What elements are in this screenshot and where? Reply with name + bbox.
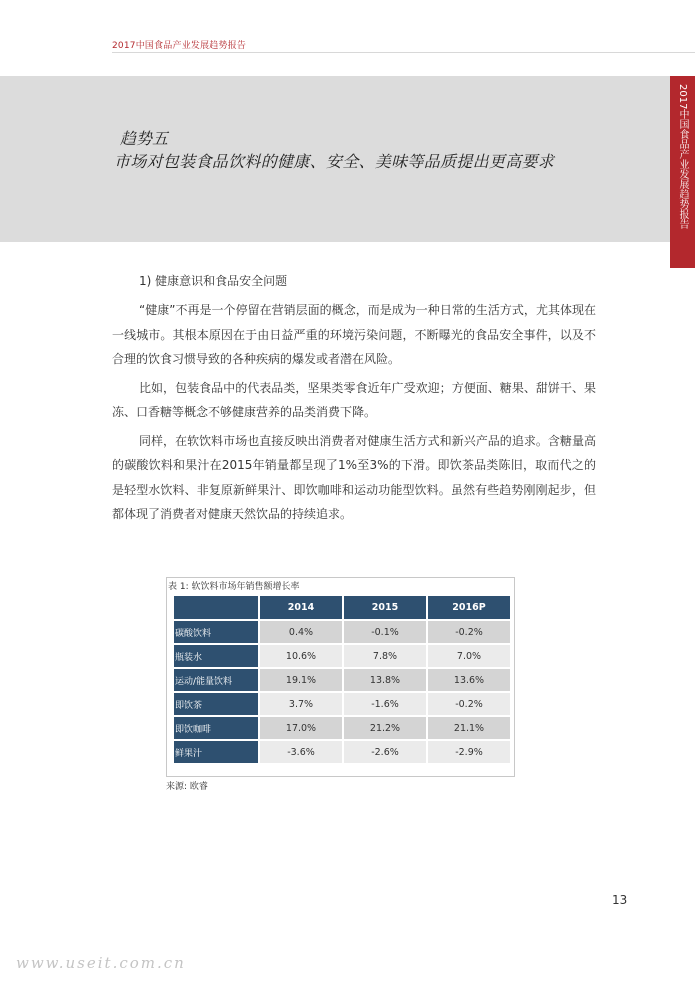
section-heading: 1) 健康意识和食品安全问题 [139, 274, 288, 288]
table-caption: 表 1: 软饮料市场年销售额增长率 [168, 582, 300, 592]
table-cell: -2.9% [428, 741, 510, 763]
table-cell: 19.1% [260, 669, 342, 691]
table-cell: 10.6% [260, 645, 342, 667]
row-label: 瓶装水 [174, 645, 258, 667]
table-cell: -0.2% [428, 693, 510, 715]
growth-table [172, 594, 512, 765]
table-row [174, 741, 510, 763]
trend-title: 市场对包装食品饮料的健康、安全、美味等品质提出更高要求 [114, 152, 555, 171]
paragraph: 同样，在软饮料市场也直接反映出消费者对健康生活方式和新兴产品的追求。含糖量高的碳酸饮料和果汁在2015年销量都呈现了1%至3%的下滑。即饮茶品类陈旧，取而代之的是轻型水饮料、非复原新鲜果汁、即饮咖啡和运动功能型饮料。虽然有些趋势刚刚起步，但都体现了消费者对健康天然饮品的持续追求。 [112, 433, 596, 521]
side-tab [670, 76, 695, 268]
table-cell: -1.6% [344, 693, 426, 715]
row-label: 即饮茶 [174, 693, 258, 715]
row-label: 即饮咖啡 [174, 717, 258, 739]
table-cell: 13.6% [428, 669, 510, 691]
column-header: 2016P [428, 596, 510, 619]
paragraph: “健康”不再是一个停留在营销层面的概念，而是成为一种日常的生活方式，尤其体现在一线城市。其根本原因在于由日益严重的环境污染问题，不断曝光的食品安全事件，以及不合理的饮食习惯导致的各种疾病的爆发或者潜在风险。 [112, 303, 596, 366]
table-cell: -0.2% [428, 621, 510, 643]
table-cell: 21.2% [344, 717, 426, 739]
table-cell: 7.8% [344, 645, 426, 667]
watermark: www.useit.com.cn [16, 954, 186, 972]
row-label: 运动/能量饮料 [174, 669, 258, 691]
column-header: 2015 [344, 596, 426, 619]
table-cell: 3.7% [260, 693, 342, 715]
side-tab-text: 2017中国食品产业发展趋势报告 [677, 84, 688, 230]
row-label: 碳酸饮料 [174, 621, 258, 643]
table-cell: 7.0% [428, 645, 510, 667]
running-header: 2017中国食品产业发展趋势报告 [112, 41, 247, 51]
table-cell: 13.8% [344, 669, 426, 691]
table-row [174, 693, 510, 715]
page-number: 13 [612, 893, 628, 907]
table-cell: 21.1% [428, 717, 510, 739]
table-row [174, 645, 510, 667]
table-corner-cell [174, 596, 258, 619]
table-cell: 0.4% [260, 621, 342, 643]
table-cell: -0.1% [344, 621, 426, 643]
column-header: 2014 [260, 596, 342, 619]
paragraph: 比如，包装食品中的代表品类，坚果类零食近年广受欢迎；方便面、糖果、甜饼干、果冻、口香糖等概念不够健康营养的品类消费下降。 [112, 380, 596, 419]
table-cell: -3.6% [260, 741, 342, 763]
table-row [174, 669, 510, 691]
row-label: 鲜果汁 [174, 741, 258, 763]
table-row [174, 621, 510, 643]
table-row [174, 717, 510, 739]
section-banner [0, 76, 670, 242]
table-source: 来源: 欧睿 [166, 782, 208, 792]
body-content [112, 270, 596, 531]
trend-label: 趋势五 [120, 129, 169, 148]
table-cell: -2.6% [344, 741, 426, 763]
table-header-row [174, 596, 510, 619]
table-cell: 17.0% [260, 717, 342, 739]
header-rule [112, 52, 695, 53]
growth-table-box [166, 577, 515, 777]
